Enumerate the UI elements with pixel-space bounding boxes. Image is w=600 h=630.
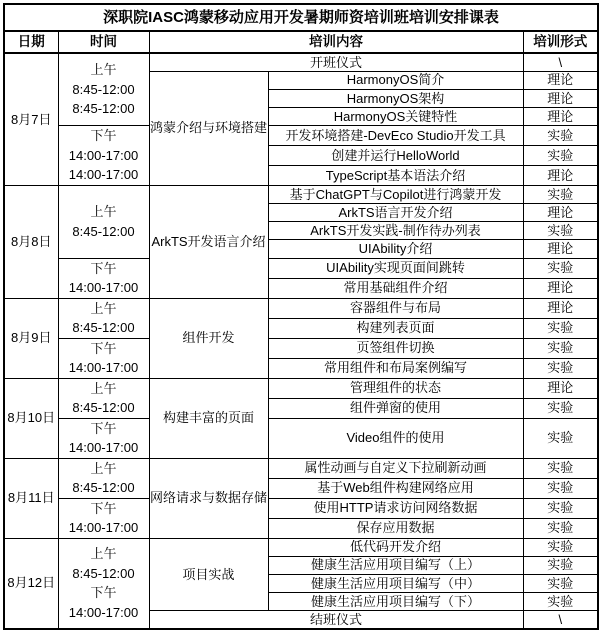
time-line: 14:00-17:00: [68, 440, 139, 455]
time-line: 14:00-17:00: [68, 604, 139, 620]
time-line: 8:45-12:00: [72, 101, 135, 117]
date-cell: 8月7日: [4, 53, 58, 185]
topic-cell: HarmonyOS架构: [268, 89, 523, 107]
format-cell: 实验: [523, 146, 598, 166]
format-cell: 实验: [523, 258, 598, 278]
format-cell: \: [523, 53, 598, 71]
topic-cell: UIAbility介绍: [268, 240, 523, 258]
format-cell: 实验: [523, 358, 598, 378]
schedule-sheet: [3, 3, 599, 630]
time-cell-am: [58, 185, 149, 258]
topic-cell: 保存应用数据: [268, 518, 523, 538]
header-time: 时间: [58, 31, 149, 53]
topic-cell: 健康生活应用项目编写（下）: [268, 593, 523, 611]
topic-cell: 健康生活应用项目编写（中）: [268, 574, 523, 592]
time-line: 8:45-12:00: [72, 480, 135, 495]
time-line: 8:45-12:00: [72, 81, 135, 97]
topic-cell: ArkTS语言开发介绍: [268, 203, 523, 221]
format-cell: 实验: [523, 398, 598, 418]
ceremony-cell: 开班仪式: [149, 53, 523, 71]
category-cell: 项目实战: [149, 538, 268, 611]
ceremony-cell: 结班仪式: [149, 611, 523, 629]
topic-cell: 低代码开发介绍: [268, 538, 523, 556]
topic-cell: 组件弹窗的使用: [268, 398, 523, 418]
format-cell: 理论: [523, 298, 598, 318]
time-cell-am: [58, 378, 149, 418]
table-title: 深职院IASC鸿蒙移动应用开发暑期师资培训班培训安排课表: [4, 4, 598, 31]
format-cell: 实验: [523, 418, 598, 458]
topic-cell: 健康生活应用项目编写（上）: [268, 556, 523, 574]
topic-cell: 页签组件切换: [268, 338, 523, 358]
time-cell-am: [58, 298, 149, 338]
time-line: 8:45-12:00: [72, 565, 135, 581]
format-cell: 理论: [523, 278, 598, 298]
format-cell: 实验: [523, 126, 598, 146]
category-cell: 鸿蒙介绍与环境搭建: [149, 71, 268, 185]
date-cell: 8月8日: [4, 185, 58, 298]
format-cell: 理论: [523, 203, 598, 221]
format-cell: 实验: [523, 185, 598, 203]
category-cell: 构建丰富的页面: [149, 378, 268, 458]
time-cell-pm: [58, 498, 149, 538]
time-line: 14:00-17:00: [68, 167, 139, 183]
format-cell: 实验: [523, 556, 598, 574]
time-line: 14:00-17:00: [68, 280, 139, 295]
format-cell: 实验: [523, 478, 598, 498]
header-content: 培训内容: [149, 31, 523, 53]
topic-cell: HarmonyOS简介: [268, 71, 523, 89]
topic-cell: 容器组件与布局: [268, 298, 523, 318]
time-line: 14:00-17:00: [68, 147, 139, 163]
topic-cell: 基于ChatGPT与Copilot进行鸿蒙开发: [268, 185, 523, 203]
format-cell: 实验: [523, 318, 598, 338]
time-line: 上午: [90, 204, 117, 220]
topic-cell: TypeScript基本语法介绍: [268, 165, 523, 185]
time-line: 下午: [90, 585, 117, 601]
time-line: 8:45-12:00: [72, 320, 135, 335]
topic-cell: Video组件的使用: [268, 418, 523, 458]
topic-cell: 使用HTTP请求访问网络数据: [268, 498, 523, 518]
topic-cell: 常用组件和布局案例编写: [268, 358, 523, 378]
topic-cell: 常用基础组件介绍: [268, 278, 523, 298]
time-cell-pm: [58, 418, 149, 458]
topic-cell: 基于Web组件构建网络应用: [268, 478, 523, 498]
time-line: 上午: [90, 380, 117, 396]
schedule-table: [3, 3, 599, 630]
time-cell-fullday: [58, 538, 149, 629]
time-line: 下午: [90, 340, 117, 356]
format-cell: 理论: [523, 165, 598, 185]
time-line: 14:00-17:00: [68, 520, 139, 535]
header-format: 培训形式: [523, 31, 598, 53]
topic-cell: ArkTS开发实践-制作待办列表: [268, 222, 523, 240]
time-cell-am: [58, 53, 149, 126]
date-cell: 8月10日: [4, 378, 58, 458]
format-cell: 实验: [523, 338, 598, 358]
format-cell: 理论: [523, 378, 598, 398]
format-cell: 实验: [523, 574, 598, 592]
format-cell: \: [523, 611, 598, 629]
date-cell: 8月11日: [4, 458, 58, 538]
topic-cell: 属性动画与自定义下拉刷新动画: [268, 458, 523, 478]
format-cell: 理论: [523, 89, 598, 107]
time-line: 8:45-12:00: [72, 400, 135, 415]
format-cell: 理论: [523, 240, 598, 258]
format-cell: 实验: [523, 458, 598, 478]
format-cell: 实验: [523, 222, 598, 240]
time-cell-pm: [58, 338, 149, 378]
format-cell: 实验: [523, 498, 598, 518]
topic-cell: HarmonyOS关键特性: [268, 108, 523, 126]
date-cell: 8月9日: [4, 298, 58, 378]
time-cell-am: [58, 458, 149, 498]
category-cell: 网络请求与数据存储: [149, 458, 268, 538]
time-cell-pm: [58, 126, 149, 186]
time-line: 上午: [90, 460, 117, 476]
topic-cell: 创建并运行HelloWorld: [268, 146, 523, 166]
time-line: 下午: [90, 420, 117, 436]
time-line: 下午: [90, 260, 117, 276]
time-line: 14:00-17:00: [68, 360, 139, 375]
topic-cell: 管理组件的状态: [268, 378, 523, 398]
format-cell: 理论: [523, 108, 598, 126]
topic-cell: UIAbility实现页面间跳转: [268, 258, 523, 278]
date-cell: 8月12日: [4, 538, 58, 629]
time-cell-pm: [58, 258, 149, 298]
time-line: 上午: [90, 300, 117, 316]
time-line: 上午: [90, 546, 117, 562]
format-cell: 实验: [523, 538, 598, 556]
time-line: 8:45-12:00: [72, 223, 135, 239]
topic-cell: 开发环境搭建-DevEco Studio开发工具: [268, 126, 523, 146]
category-cell: 组件开发: [149, 298, 268, 378]
header-date: 日期: [4, 31, 58, 53]
category-cell: ArkTS开发语言介绍: [149, 185, 268, 298]
format-cell: 理论: [523, 71, 598, 89]
format-cell: 实验: [523, 593, 598, 611]
topic-cell: 构建列表页面: [268, 318, 523, 338]
format-cell: 实验: [523, 518, 598, 538]
time-line: 下午: [90, 128, 117, 144]
time-line: 上午: [90, 62, 117, 78]
time-line: 下午: [90, 500, 117, 516]
